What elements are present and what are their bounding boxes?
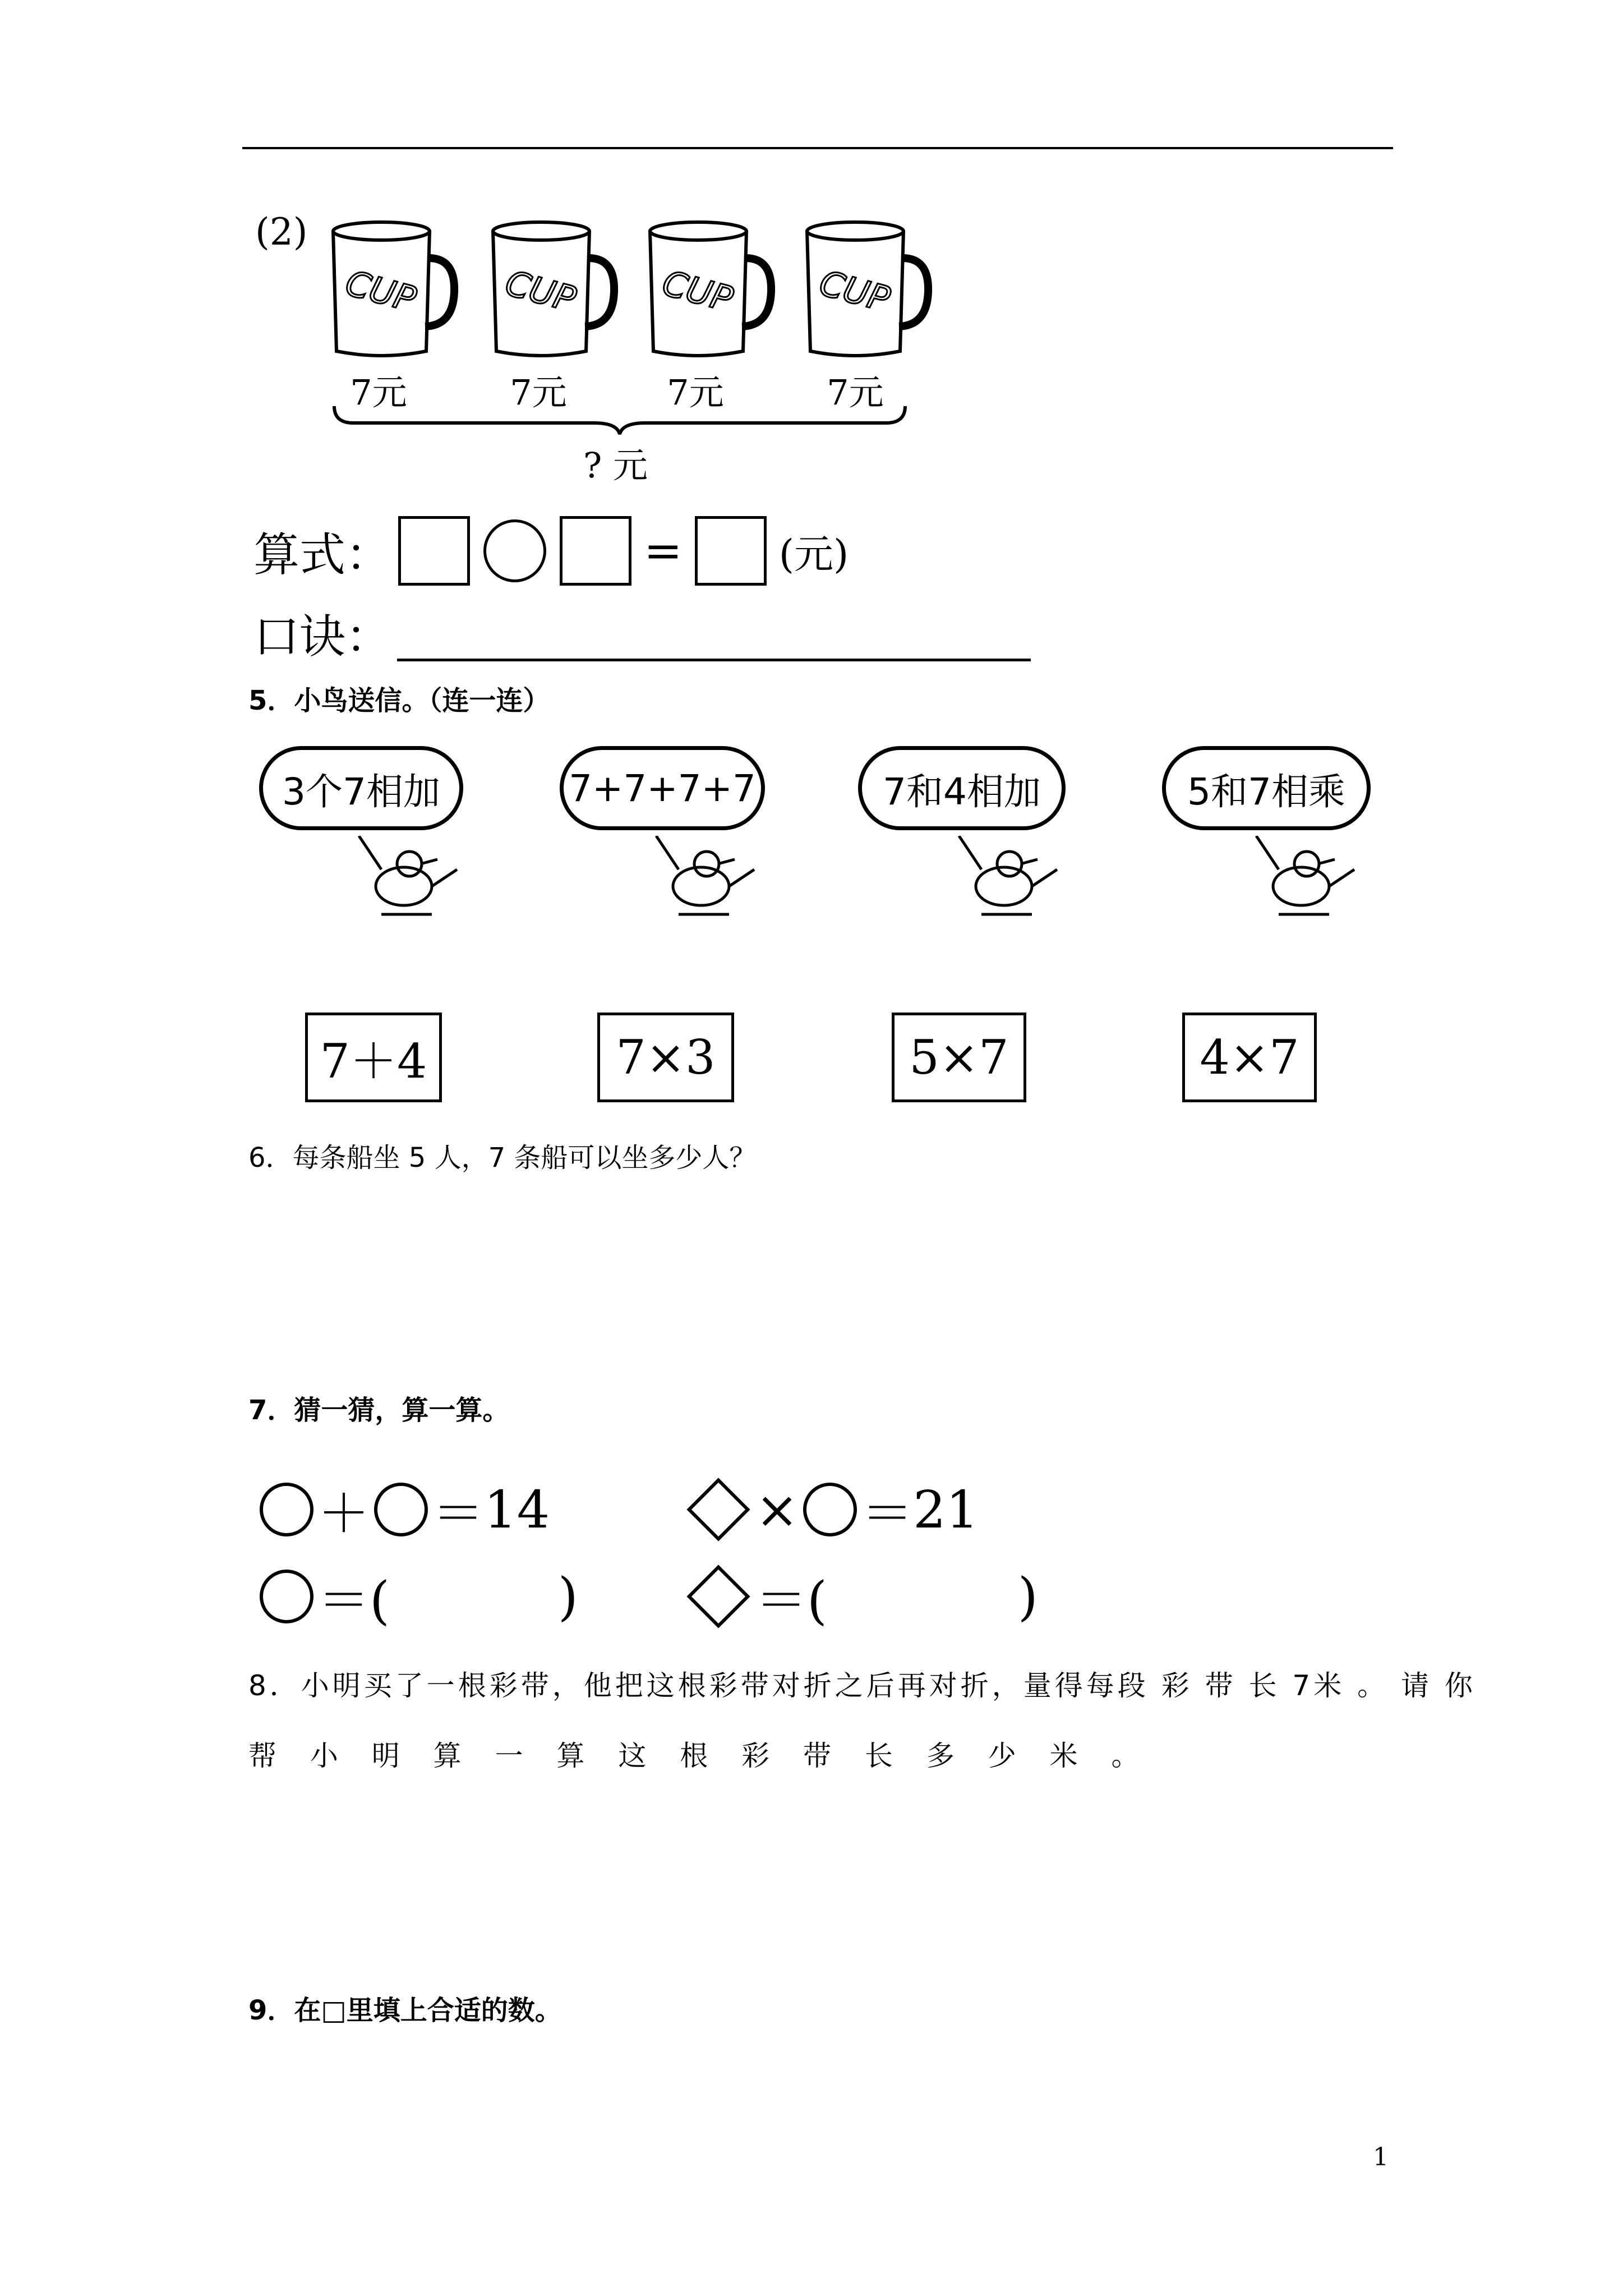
answer-box[interactable] bbox=[398, 516, 470, 586]
times-sign: × bbox=[755, 1479, 799, 1540]
answer-card[interactable]: 4×7 bbox=[1182, 1013, 1317, 1102]
total-price: ? 元 bbox=[583, 445, 648, 486]
svg-text:CUP: CUP bbox=[658, 262, 737, 320]
question-8-line-2: 帮 小 明 算 一 算 这 根 彩 带 长 多 少 米 。 bbox=[248, 1740, 1152, 1772]
answer-box[interactable] bbox=[560, 516, 631, 586]
result-number: 21 bbox=[913, 1479, 979, 1540]
question-9-title: 9．在□里填上合适的数。 bbox=[248, 1995, 562, 2026]
answer-close: ) bbox=[1017, 1566, 1038, 1627]
answer-diamond bbox=[681, 1559, 1038, 1634]
answer-blank[interactable] bbox=[827, 1571, 1018, 1622]
circle-shape bbox=[260, 1570, 313, 1623]
question-5-title: 5．小鸟送信。（连一连） bbox=[248, 685, 550, 716]
bird-icon bbox=[645, 836, 757, 926]
speech-bubble[interactable]: 7+7+7+7 bbox=[560, 746, 765, 830]
koujue-label: 口诀： bbox=[253, 610, 392, 664]
speech-bubble[interactable]: 5和7相乘 bbox=[1162, 746, 1371, 830]
cup-image bbox=[485, 219, 620, 365]
answer-close: ) bbox=[557, 1566, 578, 1627]
question-7-title: 7．猜一猜，算一算。 bbox=[248, 1395, 510, 1426]
result-number: 14 bbox=[484, 1479, 550, 1540]
cup-image bbox=[799, 219, 934, 365]
equals-sign: ＝ bbox=[861, 1484, 914, 1544]
cup-image bbox=[325, 219, 460, 365]
svg-text:CUP: CUP bbox=[341, 262, 421, 320]
cup-price: 7元 bbox=[510, 372, 567, 413]
formula-label: 算式： bbox=[253, 528, 392, 582]
answer-card[interactable]: 7＋4 bbox=[305, 1013, 442, 1102]
koujue-answer-line[interactable] bbox=[397, 659, 1031, 661]
equation-diamond-product bbox=[681, 1473, 979, 1547]
circle-shape bbox=[260, 1483, 313, 1536]
plus-sign: ＋ bbox=[318, 1484, 370, 1544]
equation-circle-sum bbox=[255, 1473, 550, 1547]
answer-card[interactable]: 7×3 bbox=[597, 1013, 734, 1102]
speech-bubble[interactable]: 7和4相加 bbox=[858, 746, 1066, 830]
circle-shape bbox=[374, 1483, 428, 1536]
header-rule bbox=[242, 147, 1393, 149]
diamond-shape bbox=[686, 1565, 750, 1628]
question-6-title: 6．每条船坐 5 人，7 条船可以坐多少人？ bbox=[248, 1142, 757, 1174]
answer-card[interactable]: 5×7 bbox=[892, 1013, 1026, 1102]
total-brace bbox=[331, 403, 909, 436]
unit-label: (元) bbox=[778, 531, 849, 577]
formula-row bbox=[253, 512, 849, 590]
bird-icon bbox=[1245, 836, 1357, 926]
answer-open: ＝( bbox=[755, 1571, 827, 1631]
koujue-row bbox=[253, 600, 1031, 666]
cup-price: 7元 bbox=[350, 372, 407, 413]
answer-circle bbox=[255, 1559, 578, 1634]
speech-bubble[interactable]: 3个7相加 bbox=[259, 746, 463, 830]
circle-shape bbox=[803, 1483, 857, 1536]
svg-text:CUP: CUP bbox=[815, 262, 895, 320]
equals-sign: ＝ bbox=[432, 1484, 485, 1544]
cup-price: 7元 bbox=[667, 372, 724, 413]
part-label: (2) bbox=[255, 210, 308, 254]
bird-icon bbox=[948, 836, 1060, 926]
bird-icon bbox=[348, 836, 460, 926]
operator-circle[interactable] bbox=[483, 519, 546, 582]
cup-price: 7元 bbox=[827, 372, 884, 413]
cup-image bbox=[642, 219, 777, 365]
svg-text:CUP: CUP bbox=[501, 262, 580, 320]
page-number: 1 bbox=[1373, 2143, 1389, 2171]
equals-sign: = bbox=[644, 524, 683, 578]
question-8-line-1: 8．小明买了一根彩带，他把这根彩带对折之后再对折，量得每段 彩 带 长 7米 。 请 你 bbox=[248, 1669, 1476, 1702]
diamond-shape bbox=[686, 1478, 750, 1541]
answer-open: ＝( bbox=[318, 1571, 390, 1631]
answer-blank[interactable] bbox=[390, 1571, 558, 1622]
answer-box[interactable] bbox=[695, 516, 767, 586]
